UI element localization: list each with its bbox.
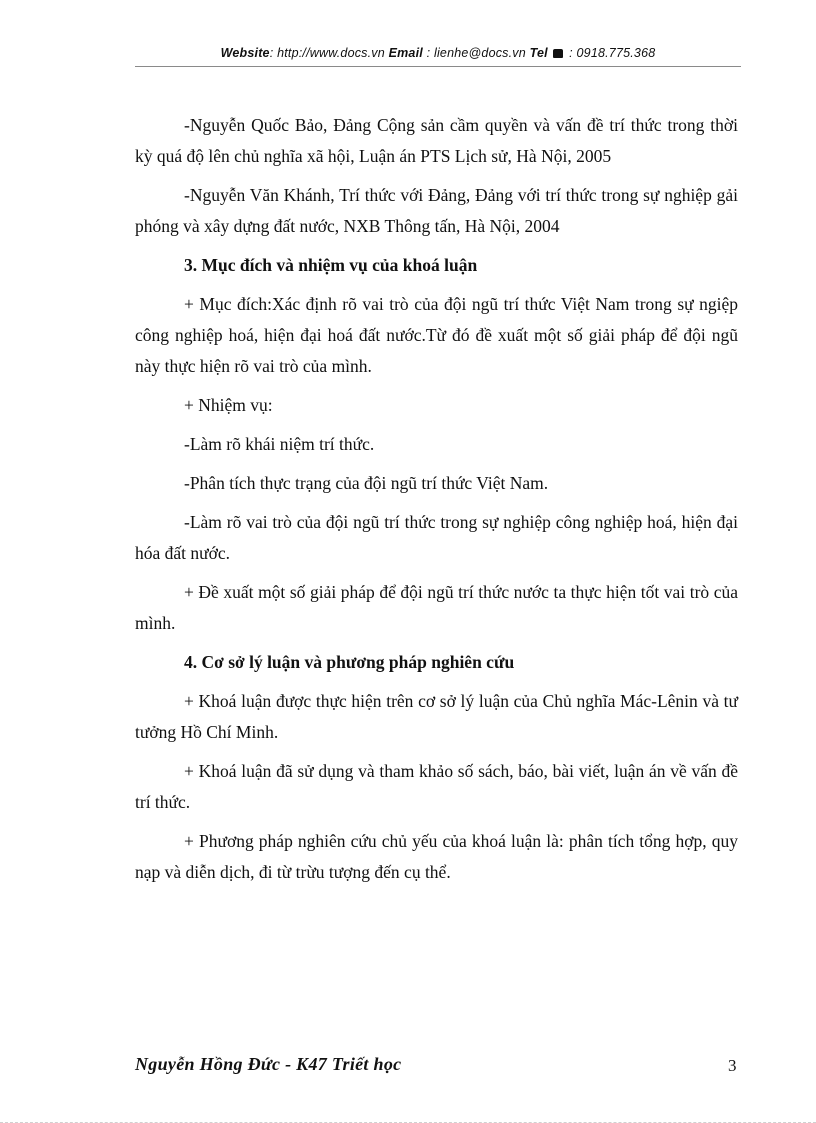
purpose-paragraph: + Mục đích:Xác định rõ vai trò của đội ngũ trí thức Việt Nam trong sự ngiệp công nghiệp hoá, hiện đại hoá đất nước.Từ đó đề xuất một số giải pháp để đội ngũ này thực hiện rõ vai trò của mình. xyxy=(135,294,738,376)
website-url[interactable]: http://www.docs.vn xyxy=(277,46,385,60)
task-item-1: -Làm rõ khái niệm trí thức. xyxy=(184,434,375,454)
section-3-heading: 3. Mục đích và nhiệm vụ của khoá luận xyxy=(184,255,478,275)
email-label: Email xyxy=(388,46,423,60)
tel-number: 0918.775.368 xyxy=(576,46,656,60)
basis-paragraph-3: + Phương pháp nghiên cứu chủ yếu của khoá luận là: phân tích tổng hợp, quy nạp và diễn dịch, đi từ trừu tượng đến cụ thể. xyxy=(135,831,738,882)
basis-paragraph-1: + Khoá luận được thực hiện trên cơ sở lý luận của Chủ nghĩa Mác-Lênin và tư tưởng Hồ Chí Minh. xyxy=(135,691,738,742)
email-address[interactable]: lienhe@docs.vn xyxy=(433,46,526,60)
section-4-heading: 4. Cơ sở lý luận và phương pháp nghiên cứu xyxy=(184,652,515,672)
tasks-label: + Nhiệm vụ: xyxy=(184,395,273,415)
reference-2: -Nguyễn Văn Khánh, Trí thức với Đảng, Đảng với trí thức trong sự nghiệp gải phóng và xây dựng đất nước, NXB Thông tấn, Hà Nội, 2004 xyxy=(135,185,738,236)
header-divider xyxy=(135,66,741,67)
reference-1: -Nguyễn Quốc Bảo, Đảng Cộng sản cầm quyền và vấn đề trí thức trong thời kỳ quá độ lên chủ nghĩa xã hội, Luận án PTS Lịch sử, Hà Nội, 2005 xyxy=(135,115,738,166)
phone-icon xyxy=(553,49,563,58)
basis-paragraph-2: + Khoá luận đã sử dụng và tham khảo số sách, báo, bài viết, luận án về vấn đề trí thức. xyxy=(135,761,738,812)
page-body xyxy=(135,110,738,896)
page-header: Website: http://www.docs.vn Email : lienhe@docs.vn Tel : 0918.775.368 xyxy=(220,46,656,60)
footer-author: Nguyễn Hồng Đức - K47 Triết học xyxy=(135,1054,402,1074)
task-item-3: -Làm rõ vai trò của đội ngũ trí thức trong sự nghiệp công nghiệp hoá, hiện đại hóa đất nước. xyxy=(135,512,738,563)
website-label: Website xyxy=(220,46,270,60)
task-item-4: + Đề xuất một số giải pháp để đội ngũ trí thức nước ta thực hiện tốt vai trò của mình. xyxy=(135,582,738,633)
tel-label: Tel xyxy=(529,46,548,60)
task-item-2: -Phân tích thực trạng của đội ngũ trí thức Việt Nam. xyxy=(184,473,549,493)
page-number: 3 xyxy=(728,1056,737,1075)
